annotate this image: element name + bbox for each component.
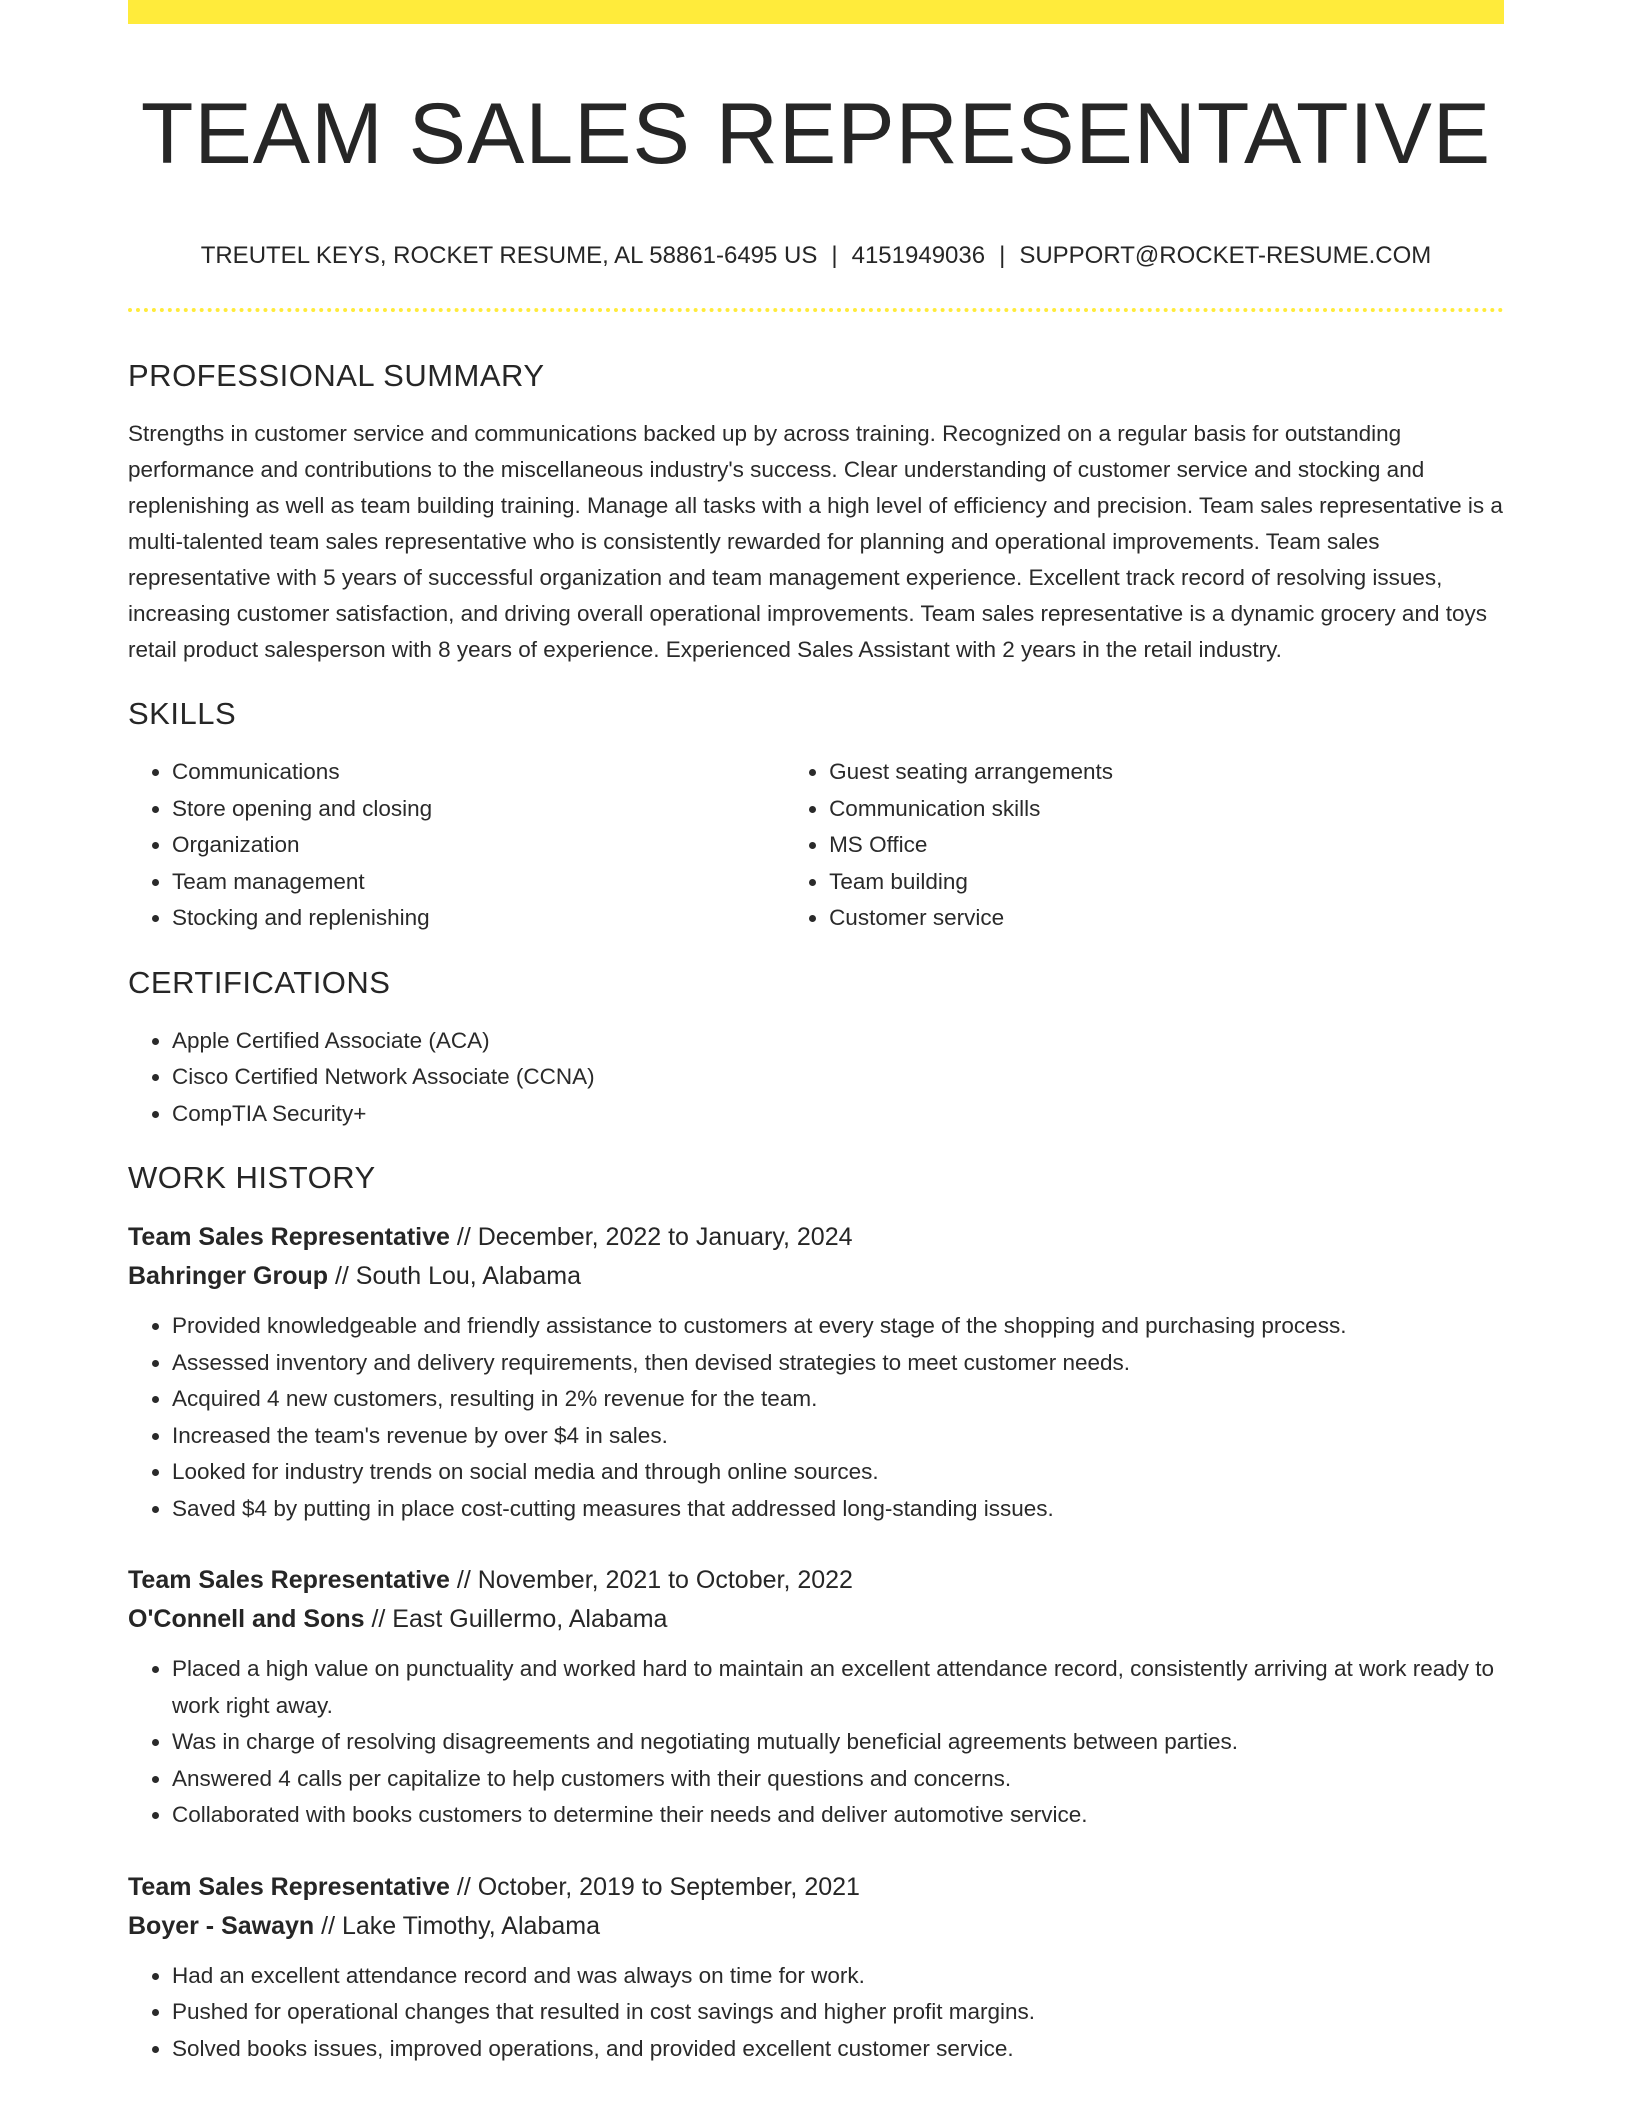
contact-phone: 4151949036 — [851, 242, 986, 269]
contact-separator: | — [831, 242, 838, 269]
job-dates: // October, 2019 to September, 2021 — [449, 1872, 860, 1901]
section-title-certifications: CERTIFICATIONS — [128, 964, 391, 1000]
job-bullets — [128, 1651, 1504, 1834]
skill-item: • Guest seating arrangements — [829, 754, 1504, 791]
job-company: O'Connell and Sons — [128, 1605, 365, 1633]
job-company-line — [128, 1907, 1504, 1946]
job-dates: // December, 2022 to January, 2024 — [449, 1223, 853, 1251]
job-bullet: • Pushed for operational changes that resulted in cost savings and higher profit margins. — [172, 1994, 1504, 2031]
job-company: Bahringer Group — [128, 1262, 329, 1290]
skills-section — [128, 694, 1504, 937]
certification-item: • CompTIA Security+ — [172, 1096, 1504, 1133]
skill-item: • Store opening and closing — [172, 791, 785, 828]
job-bullet: • Increased the team's revenue by over $4 in sales. — [172, 1418, 1504, 1455]
skills-grid — [128, 754, 1504, 937]
job-bullet: • Had an excellent attendance record and was always on time for work. — [172, 1958, 1504, 1995]
certification-item: • Cisco Certified Network Associate (CCNA) — [172, 1059, 1504, 1096]
skill-item: • Team building — [829, 864, 1504, 901]
job-role-line — [128, 1561, 1504, 1600]
skill-item: • Customer service — [829, 900, 1504, 937]
skills-list-right — [785, 754, 1504, 937]
skill-item: • Communications — [172, 754, 785, 791]
job-entry — [128, 1218, 1504, 1527]
skill-item: • Team management — [172, 864, 785, 901]
skills-list-left — [128, 754, 785, 937]
job-bullet: • Placed a high value on punctuality and worked hard to maintain an excellent attendance record, consistently arriving at work ready to work right away. — [172, 1651, 1504, 1724]
job-location: // South Lou, Alabama — [328, 1262, 581, 1290]
skill-item: • Stocking and replenishing — [172, 900, 785, 937]
job-entry — [128, 1561, 1504, 1834]
dotted-divider — [128, 308, 1504, 312]
job-bullet: • Looked for industry trends on social media and through online sources. — [172, 1454, 1504, 1491]
accent-top-bar — [128, 0, 1504, 24]
certification-item: • Apple Certified Associate (ACA) — [172, 1023, 1504, 1060]
job-company-line — [128, 1600, 1504, 1639]
job-entry — [128, 1868, 1504, 2068]
job-bullet: • Saved $4 by putting in place cost-cutting measures that addressed long-standing issues. — [172, 1491, 1504, 1528]
job-dates: // November, 2021 to October, 2022 — [449, 1566, 853, 1594]
job-bullet: • Acquired 4 new customers, resulting in 2% revenue for the team. — [172, 1381, 1504, 1418]
job-role-line — [128, 1218, 1504, 1257]
section-title-summary: PROFESSIONAL SUMMARY — [128, 358, 545, 393]
resume-page — [128, 0, 1504, 2067]
job-bullet: • Collaborated with books customers to determine their needs and deliver automotive service. — [172, 1797, 1504, 1834]
contact-email[interactable]: SUPPORT@ROCKET-RESUME.COM — [1019, 242, 1432, 269]
job-role: Team Sales Representative — [128, 1223, 450, 1251]
contact-address: TREUTEL KEYS, ROCKET RESUME, AL 58861-6495 US — [200, 242, 818, 269]
job-location: // Lake Timothy, Alabama — [314, 1911, 600, 1940]
job-bullets — [128, 1308, 1504, 1527]
job-bullet: • Answered 4 calls per capitalize to help customers with their questions and concerns. — [172, 1761, 1504, 1798]
job-role: Team Sales Representative — [128, 1566, 450, 1594]
summary-section — [128, 356, 1504, 668]
job-bullet: • Assessed inventory and delivery requirements, then devised strategies to meet customer needs. — [172, 1345, 1504, 1382]
summary-text: Strengths in customer service and communications backed up by across training. Recognized on a regular basis for outstanding performance and contributions to the miscellaneous industry's success. Clear understanding of customer service and stocking and replenishing as well as team building training. Manage all tasks with a high level of efficiency and precision. Team sales representative is a multi-talented team sales representative who is consistently rewarded for planning and operational improvements. Team sales representative with 5 years of successful organization and team management experience. Excellent track record of resolving issues, increasing customer satisfaction, and driving overall operational improvements. Team sales representative is a dynamic grocery and toys retail product salesperson with 8 years of experience. Experienced Sales Assistant with 2 years in the retail industry. — [128, 421, 1503, 662]
job-bullets — [128, 1958, 1504, 2068]
job-role-line — [128, 1868, 1504, 1907]
job-location: // East Guillermo, Alabama — [364, 1605, 668, 1633]
job-company-line — [128, 1257, 1504, 1296]
contact-line — [128, 240, 1504, 272]
job-company: Boyer - Sawayn — [128, 1911, 315, 1940]
section-title-skills: SKILLS — [128, 696, 237, 731]
skill-item: • Organization — [172, 827, 785, 864]
job-role: Team Sales Representative — [128, 1872, 450, 1901]
contact-separator: | — [999, 242, 1006, 269]
job-bullet: • Provided knowledgeable and friendly assistance to customers at every stage of the shopping and purchasing process. — [172, 1308, 1504, 1345]
resume-title: TEAM SALES REPRESENTATIVE — [140, 86, 1492, 182]
certifications-list — [128, 1023, 1504, 1133]
job-bullet: • Solved books issues, improved operations, and provided excellent customer service. — [172, 2031, 1504, 2068]
section-title-work-history: WORK HISTORY — [128, 1160, 376, 1195]
work-history-section — [128, 1158, 1504, 2067]
job-bullet: • Was in charge of resolving disagreements and negotiating mutually beneficial agreements between parties. — [172, 1724, 1504, 1761]
certifications-section — [128, 963, 1504, 1133]
skill-item: • MS Office — [829, 827, 1504, 864]
skill-item: • Communication skills — [829, 791, 1504, 828]
